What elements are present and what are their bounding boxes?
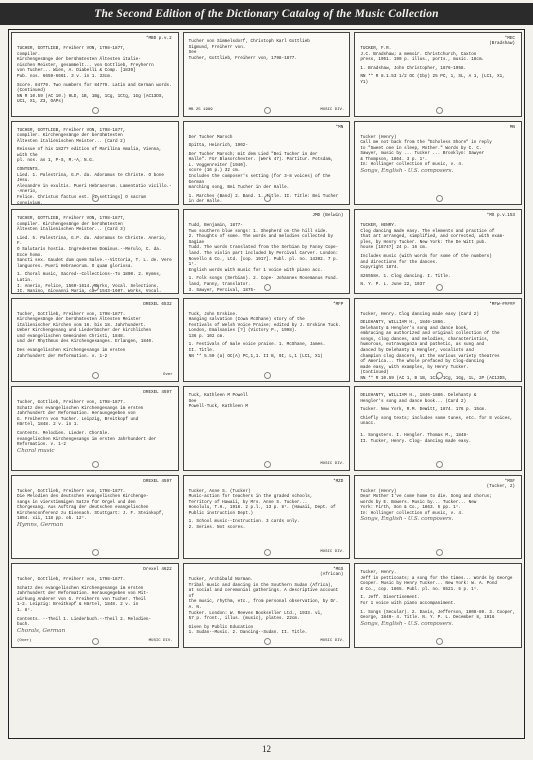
card-line: Tucker, Archibald Norman. xyxy=(188,577,254,582)
card-line: Jahrhundert der Reformation. Herausgegeben von Mit- xyxy=(17,591,149,597)
card-line: York: Firth, Son & Co., 1863. 5 pp. 1°. xyxy=(360,505,461,511)
card-body xyxy=(189,393,345,410)
card-line: Kirchengesänge der berühmtesten Ältesten italie- xyxy=(17,57,141,63)
card-call-number: *MFP xyxy=(333,301,344,307)
card-line: Public instruction Dept.) xyxy=(188,510,254,516)
card-line: Tucher, Gottlieb, Freiherr von, 1798-1877. xyxy=(188,55,297,61)
card-footer-left: (Over) xyxy=(17,638,32,643)
card-line: Kirchenconferenz zu Eisenach. Stuttgart: J. F. Steinkopf, xyxy=(17,510,164,516)
card-line: NN ** R 10.59 (AC 1, B 1B, 1C1, 1Cg, 1Gg, 1L, 2P (AC13DS, xyxy=(360,376,508,382)
card-line: 57 p. front., illus. (music), plates. 22cm. xyxy=(188,616,300,622)
card-line: Given by Public Education xyxy=(188,624,254,630)
handwritten-subject-heading: Hymns, German xyxy=(17,522,64,529)
card-line: In: Hollinger collection of music, v. 4. xyxy=(360,510,464,516)
card-line: TUCKER, F.R. xyxy=(360,46,392,51)
card-line: 136 p. 102 cm. xyxy=(188,333,225,339)
handwritten-subject-heading: Chorals, German xyxy=(17,627,66,634)
card-footer-right: MUSIC DIV. xyxy=(320,638,345,643)
card-line: Y1) xyxy=(360,79,369,85)
card-line: Two southern blue songs: 1. Shepherd on the hill side. xyxy=(188,228,328,234)
card-body xyxy=(189,223,345,294)
card-line: Hanging salvation (Iowa McShane) story of the xyxy=(188,317,305,323)
card-line: sangs in vierstimmigen Satze für Orgel und den xyxy=(17,499,136,505)
catalog-card xyxy=(354,386,522,471)
card-line: Alexandre in exultis. Pueri Hebraeorum. Lamentatio vicillo.--Anerio, xyxy=(17,183,172,195)
card-line: Honolulu, T.H., 1916. 2 p.l., 13 p. 8°. (Hawaii, Dept. of xyxy=(188,505,336,511)
card-line: Tucher von Simmelsdorf, Christoph Karl Gottlieb xyxy=(188,39,310,44)
card-punch-hole-icon xyxy=(264,195,271,202)
card-line: of America... The whole prefaced by Clog-dancing xyxy=(360,359,485,365)
card-line: land. The violin part included by Percival Carver. London: xyxy=(188,250,339,256)
card-line: London, Emalsanies [?] (Victory P., 1998). xyxy=(188,328,297,334)
card-punch-hole-icon xyxy=(264,372,271,379)
card-line: UC1, X1, Z3, OAPs) xyxy=(17,99,64,105)
card-line: Jeff in petticoats; a song for the times... Words by George xyxy=(360,575,513,581)
page-number: 12 xyxy=(262,744,271,754)
card-line: Copyright 1874. xyxy=(360,265,400,271)
card-line: und evangelischen Gemeinden Christi, 1848. xyxy=(17,333,126,339)
card-punch-hole-icon xyxy=(436,549,443,556)
handwritten-subject-heading: Choral music xyxy=(17,447,55,454)
card-body xyxy=(360,135,516,169)
card-line: In: Hollinger collection of music, v. 4. xyxy=(360,162,464,168)
card-call-number: MN xyxy=(509,124,515,130)
card-line: G. Freiherrn von Tucher. Leipzig, Breitkopf und xyxy=(17,416,139,422)
card-body xyxy=(360,223,516,288)
card-line: wirkung Anderer von G. Freiherrn von Tucher. Theil xyxy=(17,596,146,602)
card-punch-hole-icon xyxy=(436,461,443,468)
card-line: house [1874?] 24 p. 16 cm. xyxy=(360,245,428,251)
card-call-number: *MFW-##### xyxy=(489,301,515,307)
card-line: 1. Songsters. I. Hengler. Thomas M., 1848- xyxy=(360,432,469,438)
handwritten-subject-heading: Songs, English - U.S. composers. xyxy=(360,168,454,175)
card-line: Jahrhundert der Reformation. Herausgegeben von xyxy=(17,411,136,417)
card-line: Reissue of his 1827? edition of Marilina Amalia, Vienna, with the xyxy=(17,147,162,158)
catalog-card xyxy=(183,475,351,560)
card-line: Tucker (Henry) xyxy=(360,134,397,140)
card-line: George, 1840- 4. Title. N. Y. P. L. December 8, 1916 xyxy=(360,615,495,621)
card-punch-hole-icon xyxy=(264,638,271,645)
card-line: Tucher, Gottlieb, Freiherr von, 1798-1877. xyxy=(17,577,126,582)
card-body xyxy=(17,577,173,628)
card-line: 1. Sudan--Music. 2. Dancing--Sudan. II. Title. xyxy=(188,630,308,636)
card-line: Sancti sex. Gaudet dum quem Salve.--Vittoria, T. L. de. Vere xyxy=(17,258,172,264)
card-line: Chorgesang. Aus Auftrag der deutschen evangelischen xyxy=(17,505,149,511)
card-line: 3. Sawyer, Percival, 1875- xyxy=(188,287,256,293)
card-line: champion clog dancers, at the various variety theatres xyxy=(360,353,500,359)
catalog-card xyxy=(354,32,522,117)
catalog-card xyxy=(11,32,179,117)
card-punch-hole-icon xyxy=(264,461,271,468)
card-line: Tribal music and dancing in the Southern Sudan (Africa), xyxy=(188,582,334,588)
card-line: compiler. Kirchengesänge der berühmtesten xyxy=(17,221,123,227)
card-call-number: *MS p.v.153 xyxy=(486,213,515,218)
card-line: 1. Marches (Band) 2. Band. 1. Title. II. Title: Bei Tucher in der Halle. xyxy=(188,193,339,205)
card-line: Sigmund, Freiherr von. xyxy=(188,44,246,50)
card-line: II. Title. xyxy=(188,348,215,354)
card-line: danced by Delehanty & Hengler, vocalists and xyxy=(360,348,474,354)
catalog-card-grid xyxy=(8,29,525,739)
card-line: Territory of Hawaii, by Mrs. Anne S. Tucker... xyxy=(188,499,308,505)
card-line: For 1 voice with piano accompaniment. xyxy=(360,600,456,606)
card-line: words by E. Bowers. Music by... Tucker... New xyxy=(360,499,477,505)
card-line: embracing an authorized and original collection of the xyxy=(360,331,500,337)
card-call-number: *MBD p.v.2 xyxy=(145,36,172,41)
card-line: Tucker (Henry) xyxy=(360,488,397,494)
card-punch-hole-icon xyxy=(436,195,443,202)
card-line: 2. Series. Not scores. xyxy=(188,525,246,531)
card-body xyxy=(17,216,173,294)
card-line: Hengler's song and dance book... (Card 2) xyxy=(360,398,467,404)
catalog-card xyxy=(354,563,522,648)
card-line: CONTENTS. xyxy=(17,167,41,173)
card-line: von Tucher... Wien, A. Diabelli & Comp. [1839] xyxy=(17,68,136,74)
card-line: marching song, Bei Tucher in der Halle. xyxy=(188,185,290,191)
card-line: Tuck, John Erskine. xyxy=(188,311,238,317)
card-line: Halle". Für Blasorchester. (Werk 47). Partitur. Potsdam, xyxy=(188,157,334,163)
card-line: Includes the composer's setting (for 3-8 voices) of the German xyxy=(188,174,331,185)
card-punch-hole-icon xyxy=(264,549,271,556)
card-line: Includes music (with words for some of the numbers) xyxy=(360,253,492,259)
card-line: Cooper. Music by Henry Tucker... New York: W. A. Pond xyxy=(360,581,497,587)
catalog-card xyxy=(11,121,179,206)
card-body xyxy=(189,312,345,360)
card-line: Call me not back from the "Echoless Shore" in reply xyxy=(360,140,492,146)
catalog-card xyxy=(354,298,522,383)
card-footer-right: MUSIC DIV. xyxy=(320,107,345,112)
card-line: Spitta, Heinrich, 1902- xyxy=(188,143,248,149)
catalog-card xyxy=(183,563,351,648)
card-line: songs, clog dances, and melodies, characteristics, xyxy=(360,336,490,342)
card-line: Die Melodien des deutschen evangelischen Kirchenge- xyxy=(17,494,149,500)
card-line: Tudd, Benjamin, 1877- xyxy=(188,223,243,228)
card-line: I. Anerio, Felice, 1560-1614. Works, Vocal. Selections. xyxy=(17,283,159,289)
card-line: L. Voggenreiter [1940]. xyxy=(188,162,248,168)
card-call-number: *MEC (Bradshaw) xyxy=(489,36,515,47)
card-line: pl. nos. as 1, P-S, M.-A, N.G. xyxy=(17,158,95,164)
card-line: Novello & Co., Ltd. [cop. 1917]. Publ. pl. no. 14302. 7 p. 1°. xyxy=(188,256,339,268)
card-line: nischen Meister, gesammelt... von Gottlieb, Freyherrn xyxy=(17,62,154,68)
card-line: Schatz des evangelischen Kirchengesangs im ersten xyxy=(17,585,144,591)
card-line: 1. Folk songs (Serbian). 2. Cope- Johannes Rosemanus Fund. xyxy=(188,276,339,282)
card-punch-hole-icon xyxy=(92,461,99,468)
catalog-card xyxy=(183,121,351,206)
card-punch-hole-icon xyxy=(92,107,99,114)
card-line: J.C. Bradshaw; a memoir. Christchurch, Caxton xyxy=(360,51,477,57)
card-body xyxy=(17,312,173,360)
card-line: (Continued) xyxy=(17,88,46,94)
card-line: See xyxy=(188,398,197,404)
card-footer-right: MUSIC DIV. xyxy=(148,638,173,643)
card-line: TUCHER, GOTTLIEB, Freiherr VON, 1798-1877, xyxy=(17,46,126,51)
card-line: 2. Thoughts of some. The words and melodies collected by Sagiae xyxy=(188,234,334,245)
card-body xyxy=(17,489,173,523)
card-line: Dear Mother I've come home to die. Song and chorus; xyxy=(360,494,492,500)
card-call-number: *MN xyxy=(335,124,344,130)
card-line: languores. Pueri Hebraeorum. O quam gloriosa. xyxy=(17,263,134,269)
card-line: Tucker, Anne S. (Tucker) xyxy=(188,488,251,494)
card-line: 1-2. Leipzig: Breitkopf & Härtel, 1848. 2 v. in xyxy=(17,602,139,608)
card-line: Pub. nos. 6659-6661. 3 v. in 1. 33cm. xyxy=(17,73,113,79)
handwritten-subject-heading: Songs, English - U.S. composers. xyxy=(360,620,454,627)
card-body xyxy=(360,46,516,86)
card-line: Ueber Kirchengesang und Liederbücher der kirchlichen xyxy=(17,328,152,334)
card-punch-hole-icon xyxy=(92,549,99,556)
card-line: Delehanty & Hengler's song and dance book, xyxy=(360,325,469,331)
card-line: Felice. Christus factus est. [1 settings] O sacrum convivium. xyxy=(17,195,146,205)
card-line: the music, rhythm, etc., from personal observation, by Dr. A. N. xyxy=(188,599,339,610)
card-line: score (16 p.) 32 cm. xyxy=(188,168,241,174)
card-punch-hole-icon xyxy=(436,372,443,379)
card-line: Tuck, Kathleen M Powell xyxy=(188,393,248,398)
card-line: Tucker, Henry. xyxy=(360,570,397,575)
card-line: Reformation. v. 1-2 xyxy=(17,442,66,448)
catalog-card xyxy=(11,563,179,648)
card-line: DELEHANTY, WILLIAM H., 1846-1886. Delehanty & xyxy=(360,393,477,398)
card-line: Der Tucher Marsch; mit dem Lied "Bei Tucher in der xyxy=(188,151,318,157)
handwritten-subject-heading: Songs, English - U.S. composers. xyxy=(360,516,454,523)
card-line: Kirchengesänge der berühmtesten Ältesten Meister xyxy=(17,317,141,323)
card-line: TUCKER, HENRY. xyxy=(360,223,397,228)
card-line: N. Y. P. L. June 22, 1937 xyxy=(360,282,425,288)
card-line: O Salutaris hostia. Ingredentem Dominus.--Merulo, C. da. Ecce homo. xyxy=(17,246,162,258)
card-punch-hole-icon xyxy=(436,284,443,291)
card-body xyxy=(17,128,173,206)
card-line: Music-action for teachers in the graded schools, xyxy=(188,494,313,500)
card-line: NN R 10.59 (AC 10.) 0LD, 1B, 1Bg, 1Cg, 1Ctg, 1Gg (AC13DS, xyxy=(17,93,164,99)
card-line: that art arranged, simplified, and corrected, with exam- xyxy=(360,234,505,240)
card-line: & Thompson, 1864. 3 p. 1°. xyxy=(360,156,428,162)
card-line: Tucker, Gottlieb, Freiherr von, 1798-1877. xyxy=(17,488,126,494)
card-line: Tucher, Gottlieb, Freiherr von, 1798-1877. xyxy=(17,311,126,317)
card-line: 1. Bradshaw, John Christopher, 1876-1958. xyxy=(360,65,467,71)
card-body xyxy=(360,489,516,517)
card-line: land, Fanny, translator. xyxy=(188,281,251,287)
card-line: & Co., cop. 1865. Publ. pl. no. 6521. 5 p. 1°. xyxy=(360,586,479,592)
card-call-number: Drexel 4622 xyxy=(143,567,172,572)
card-line: Tucher, Gottlieb, Freiherr von, 1798-1877. xyxy=(17,400,126,405)
card-line: Tucker. London: W. Reeves Bookseller Ltd., 1933. vi, xyxy=(188,610,323,616)
card-line: English words with music for 1 voice with piano acc. xyxy=(188,267,323,273)
card-line: II. Tucker, Henry. Clog- dancing made easy. xyxy=(360,438,472,444)
card-punch-hole-icon xyxy=(264,284,271,291)
card-punch-hole-icon xyxy=(92,638,99,645)
card-line: Contents. --Theil 1. Liederbuch.--Theil 2. Melodien- xyxy=(17,616,152,622)
card-line: (Continued) xyxy=(360,370,389,376)
card-punch-hole-icon xyxy=(436,107,443,114)
card-body xyxy=(360,570,516,621)
card-body xyxy=(189,577,345,636)
card-line: NN ** 5.50 (a) OC(A) PC,1,1. II B, 0I, L,1 (LC1, X1) xyxy=(188,353,323,359)
card-line: Lied. 1. Palestrina, G.P. da. Adoramus te Christe. O bone Jesu. xyxy=(17,172,164,184)
card-line: 1. Choral music, Sacred--Collections--To 1800. 2. Hymns, Latin. xyxy=(17,272,162,283)
card-line: Des evangelischen Kirchengesangs im ersten xyxy=(17,348,126,354)
card-line: TUCHER, GOTTLIEB, Freiherr VON, 1798-1877, xyxy=(17,127,126,133)
catalog-card xyxy=(354,121,522,206)
card-body xyxy=(189,489,345,531)
card-call-number: JMD (Belwin) xyxy=(312,213,344,218)
card-call-number: DREXEL 4597 xyxy=(143,478,172,484)
card-line: 1. Songs (Secular). 2. Davis, Jefferson, 1808-89. 3. Cooper, xyxy=(360,609,516,615)
card-line: und der Rhythmus des Kirchengesanges. Erlangen, 1840. xyxy=(17,339,154,345)
catalog-card xyxy=(354,475,522,560)
card-line: Tudd. The words translated from the Serbian by Fanny Cope- xyxy=(188,245,339,251)
card-footer-right: MUSIC DIV. xyxy=(320,550,345,554)
card-footer-right: Over xyxy=(163,373,173,377)
card-line: ples, by Henry Tucker. New York: The De Witt pub. xyxy=(360,239,487,245)
catalog-card xyxy=(11,475,179,560)
catalog-card xyxy=(183,386,351,471)
card-line: NN ** R 8.1.53 1/2 OC (Iby) 25 PC, 1, SL, A 1, (LC1, X1, xyxy=(360,74,505,80)
page-header xyxy=(0,3,533,25)
card-line: II. Nanino, Giovanni Maria, ca. 1543-1607. Works, Vocal. xyxy=(17,289,162,294)
card-call-number: *MGS (African) xyxy=(320,567,344,578)
card-call-number: *MZD xyxy=(333,478,344,484)
card-line: 826558A. 1. Clog dancing. I. Title. xyxy=(360,273,451,279)
card-punch-hole-icon xyxy=(92,284,99,291)
card-footer-right: MUSIC DIV. xyxy=(320,461,345,466)
card-line: Score. 84779. Two numbers for 84779. Latin and German words. xyxy=(17,82,172,88)
card-line: Tucker. New York, R.M. DeWitt, 1874. 176 p. 15cm. xyxy=(360,407,487,413)
card-line: Ältesten italienischen Meister... (Card 2) xyxy=(17,138,126,144)
card-line: compiler. xyxy=(17,51,41,57)
card-line: 1. Festivals of male voice praise. 1. McShane, James. xyxy=(188,342,326,348)
catalog-card xyxy=(183,209,351,294)
card-line: compiler. Kirchengesänge der berühmtesten xyxy=(17,133,123,139)
card-line: TUCHER, GOTTLIEB, Freiherr VON, 1798-1877, xyxy=(17,216,126,221)
card-line: 1. School music--Instruction. 3 cards only. xyxy=(188,519,300,525)
card-body xyxy=(189,39,345,61)
card-line: italienischer Kirchen vom 16. bis 18. Jahrhundert. xyxy=(17,322,146,328)
card-line: 1. 8°. xyxy=(17,607,33,613)
card-line: Ältesten italienischen Meister... (Card 3) xyxy=(17,227,126,233)
card-punch-hole-icon xyxy=(264,107,271,114)
card-line: Clog dancing made easy. The elements and practice of xyxy=(360,228,495,234)
card-line: 1854. xii, 118 pp. ob. 12°. xyxy=(17,516,87,522)
card-line: Chiefly song texts; includes some tunes, etc. for 8 voices, unacc. xyxy=(360,415,513,427)
catalog-card xyxy=(11,386,179,471)
card-footer-left: MB 25 1989 xyxy=(188,107,213,112)
card-line: humorous, extravaganza and pathetic, as sung and xyxy=(360,342,485,348)
card-line: See xyxy=(188,50,197,56)
card-line: and directions for the dances. xyxy=(360,259,438,265)
page-header-title: The Second Edition of the Dictionary Catalog of the Music Collection xyxy=(94,8,439,20)
catalog-card xyxy=(11,298,179,383)
card-call-number: *MSF (Tucker, 2) xyxy=(486,478,515,489)
catalog-card xyxy=(183,298,351,383)
card-line: I. Jeff. Divertisement. xyxy=(360,595,420,601)
card-body xyxy=(360,393,516,444)
card-line: at social and ceremonial gatherings. A descriptive account of xyxy=(188,588,339,599)
card-line: Der Tucher Marsch xyxy=(188,134,233,140)
card-line: Contents. Melodien. Lieder. Choräle. xyxy=(17,430,110,436)
card-line: to "Sweet one in sleep, Mother." Words by C. C. xyxy=(360,145,482,151)
card-line: press, 1951. 190 p. illus., ports., music. 18cm. xyxy=(360,57,485,63)
catalog-card xyxy=(354,209,522,294)
card-call-number: DREXEL 4597 xyxy=(143,390,172,395)
card-line: made easy, with examples, by Henry Tucker. xyxy=(360,364,469,370)
card-line: Lied. 5. Palestrina, G.P. da. Adoramus te Christe. Anerio, F. xyxy=(17,235,167,247)
card-line: Festivals of Welsh Voice Praise; edited by J. Erskine Tuck. xyxy=(188,322,341,328)
card-body xyxy=(17,400,173,448)
catalog-card xyxy=(183,32,351,117)
catalog-card xyxy=(11,209,179,294)
card-line: Härtel, 1848. 2 v. in 1. xyxy=(17,422,79,428)
card-body xyxy=(17,46,173,105)
card-line: Jahrhundert der Reformation. v. 1-2 xyxy=(17,353,108,359)
card-line: Tucker, Henry. Clog dancing made easy (Card 2) xyxy=(360,311,479,317)
card-punch-hole-icon xyxy=(436,638,443,645)
card-line: buch. xyxy=(17,622,30,628)
card-line: Powell-Tuck, Kathleen M xyxy=(188,404,248,410)
card-call-number: DREXEL 6532 xyxy=(143,301,172,307)
card-line: Schatz des evangelischen Kirchengesangs im ersten xyxy=(17,405,144,411)
card-line: Sawyer, music by ... Tucker ... Brooklyn: Sawyer xyxy=(360,151,485,157)
card-line: DELEHANTY, WILLIAM H., 1846-1886. xyxy=(360,320,446,326)
card-line: evangelischen Kirchengesangs im ersten Jahrhundert der xyxy=(17,436,157,442)
